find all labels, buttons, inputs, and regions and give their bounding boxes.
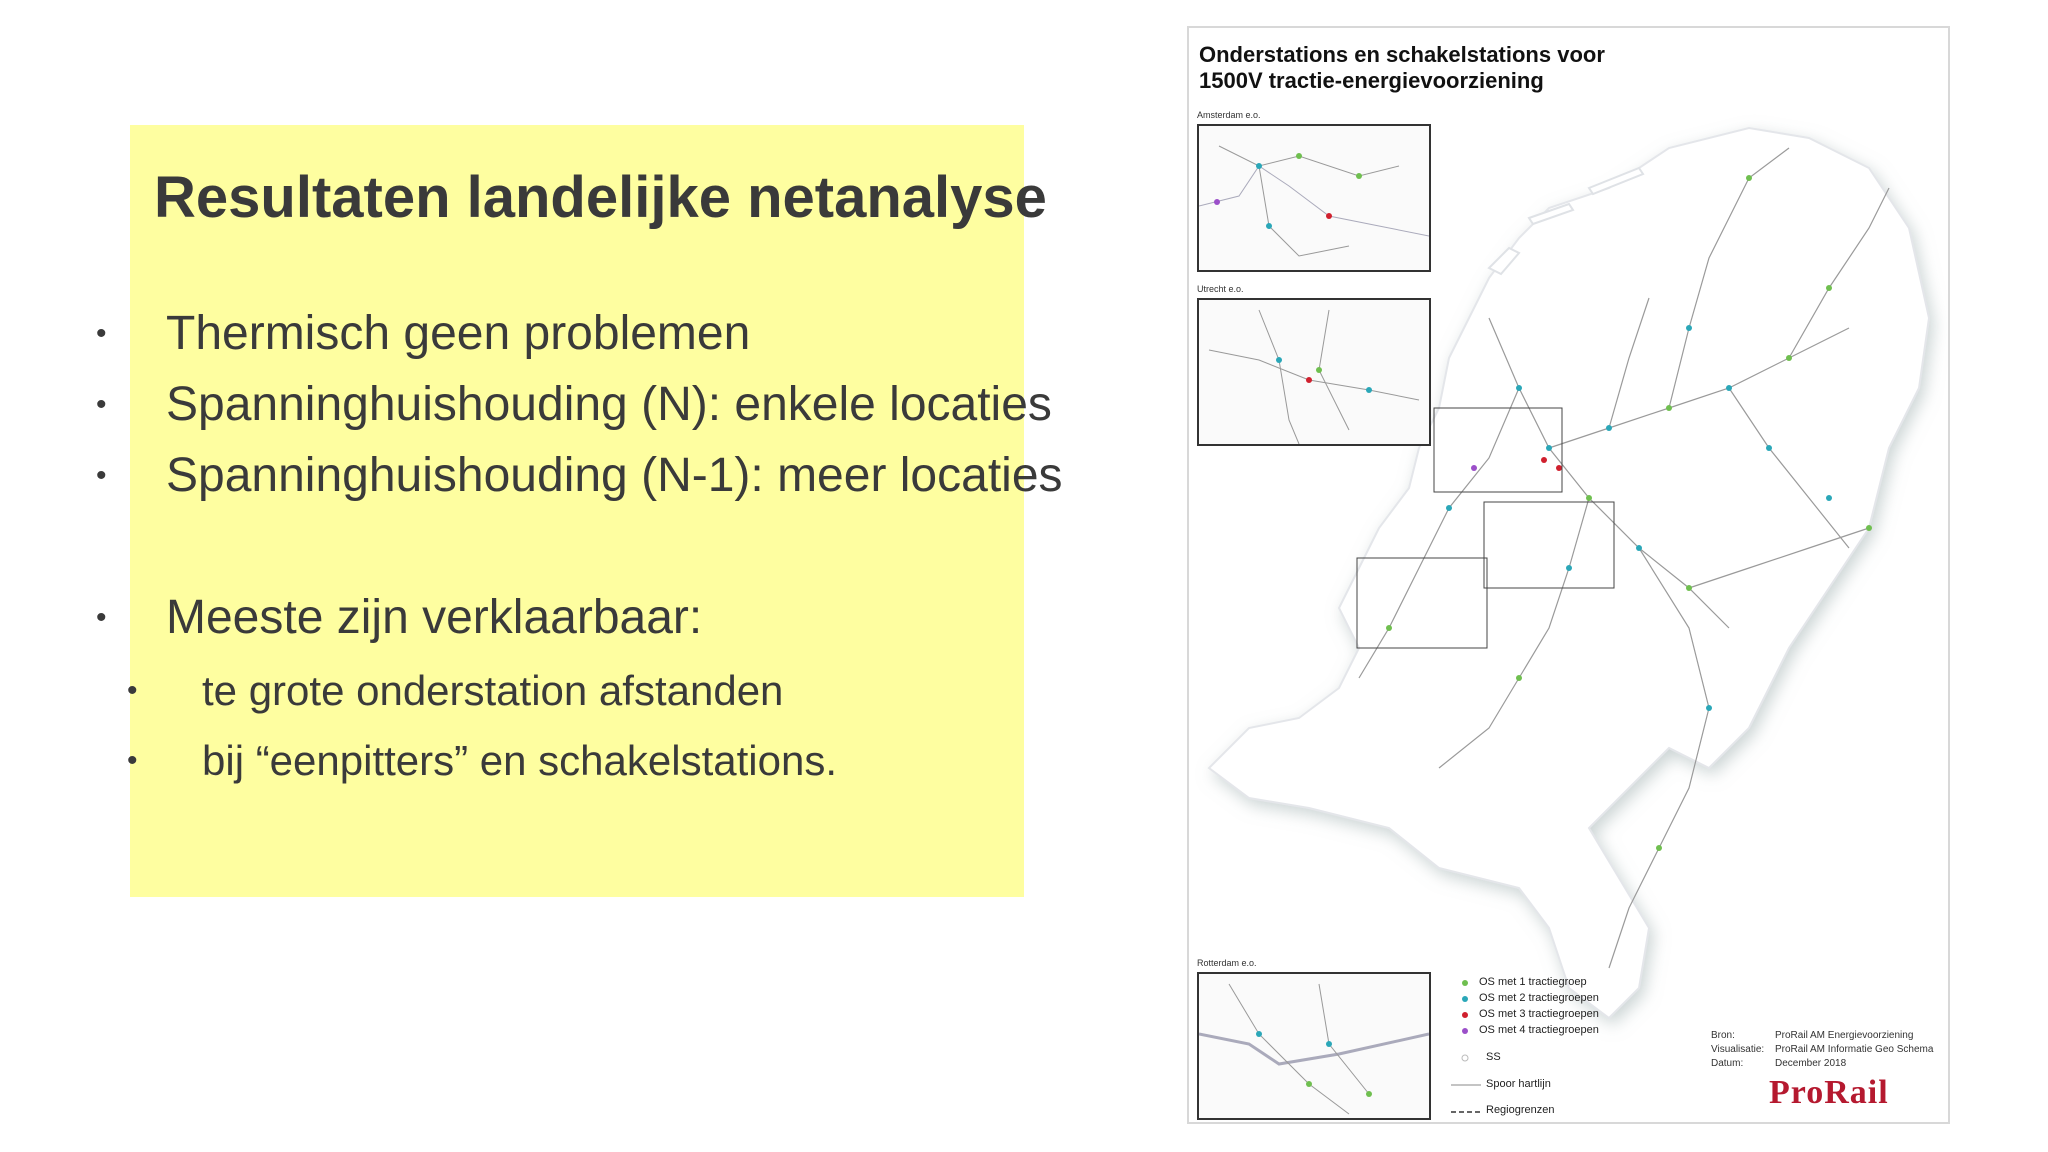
bullet-item — [96, 588, 703, 648]
bullet-item — [96, 304, 751, 364]
bullet-text: Spanninghuishouding (N): enkele locaties — [166, 378, 1052, 431]
slide-title: Resultaten landelijke netanalyse — [154, 165, 1047, 230]
sub-bullet-text: te grote onderstation afstanden — [202, 667, 784, 714]
map-title: Onderstations en schakelstations voor 1500V tractie-energievoorziening — [1199, 42, 1605, 93]
legend-item: OS met 2 tractiegroepen — [1479, 992, 1599, 1004]
source-value: ProRail AM Energievoorziening — [1775, 1030, 1914, 1041]
bullet-item — [96, 446, 1063, 506]
visualisation-label: Visualisatie: — [1711, 1044, 1765, 1055]
legend-line-symbols — [1451, 1078, 1483, 1118]
legend-item: OS met 4 tractiegroepen — [1479, 1024, 1599, 1036]
bullet-text: Meeste zijn verklaarbaar: — [166, 591, 703, 644]
rotterdam-inset-lines — [1199, 974, 1429, 1118]
amsterdam-inset-lines — [1199, 126, 1429, 270]
inset-label: Amsterdam e.o. — [1197, 110, 1261, 120]
inset-label: Rotterdam e.o. — [1197, 958, 1257, 968]
bullet-dot-icon: • — [127, 674, 138, 707]
bullet-item — [96, 375, 1052, 435]
rotterdam-inset-map — [1197, 972, 1431, 1120]
bullet-dot-icon: • — [96, 601, 107, 634]
source-label: Bron: — [1711, 1030, 1735, 1041]
bullet-dot-icon: • — [96, 459, 107, 492]
inset-label: Utrecht e.o. — [1197, 284, 1244, 294]
legend-item: OS met 3 tractiegroepen — [1479, 1008, 1599, 1020]
amsterdam-inset-map — [1197, 124, 1431, 272]
bullet-text: Thermisch geen problemen — [166, 307, 751, 360]
utrecht-inset-lines — [1199, 300, 1429, 444]
bullet-dot-icon: • — [96, 388, 107, 421]
legend-item: Spoor hartlijn — [1486, 1078, 1551, 1090]
sub-bullet-item — [127, 664, 784, 718]
bullet-text: Spanninghuishouding (N-1): meer locaties — [166, 449, 1063, 502]
sub-bullet-item — [127, 734, 837, 788]
rail-network-map — [1187, 26, 1950, 1124]
bullet-dot-icon: • — [96, 317, 107, 350]
legend-item: Regiogrenzen — [1486, 1104, 1555, 1116]
bullet-dot-icon: • — [127, 744, 138, 777]
utrecht-inset-map — [1197, 298, 1431, 446]
date-value: December 2018 — [1775, 1058, 1847, 1069]
legend-item: SS — [1486, 1051, 1501, 1063]
prorail-logo: ProRail — [1769, 1074, 1889, 1111]
legend-item: OS met 1 tractiegroep — [1479, 976, 1587, 988]
date-label: Datum: — [1711, 1058, 1744, 1069]
visualisation-value: ProRail AM Informatie Geo Schema — [1775, 1044, 1934, 1055]
sub-bullet-text: bij “eenpitters” en schakelstations. — [202, 737, 837, 784]
